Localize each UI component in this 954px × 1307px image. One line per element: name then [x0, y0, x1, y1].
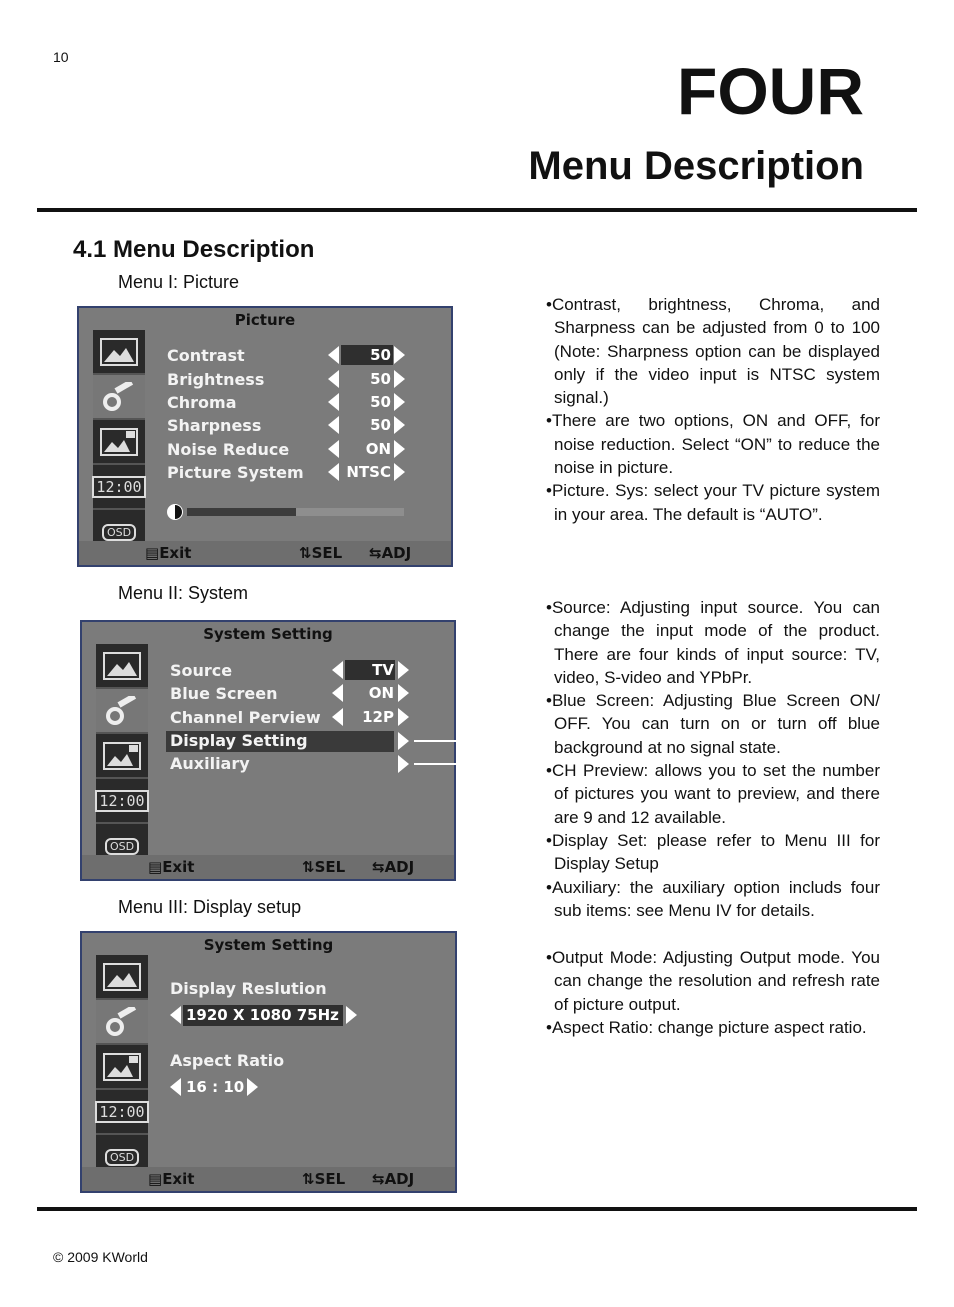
menu-item-contrast[interactable]: Contrast [167, 346, 245, 365]
osd-sidebar [93, 330, 145, 542]
picture-menu-osd [77, 306, 453, 567]
description-bullet: •Auxiliary: the auxiliary option includs four sub items: see Menu IV for details. [546, 877, 880, 920]
osd-icon[interactable]: OSD [96, 1135, 148, 1180]
wrench-icon[interactable] [96, 689, 148, 734]
decrease-arrow[interactable] [332, 684, 343, 702]
chapter-heading: FOUR [677, 54, 864, 128]
clock-icon[interactable]: 12:00 [96, 779, 148, 824]
decrease-arrow[interactable] [332, 708, 343, 726]
decrease-arrow[interactable] [328, 463, 339, 481]
description-bullet: •Source: Adjusting input source. You can change the input mode of the product. There are four kinds of input source: TV, video, S-video and YPbPr. [546, 598, 880, 687]
osd-title: System Setting [203, 625, 333, 643]
select-hint: ⇅SEL [299, 544, 343, 562]
osd-footer [82, 855, 454, 879]
description-bullet: •Picture. Sys: select your TV picture system in your area. The default is “AUTO”. [546, 481, 880, 524]
picture-icon[interactable] [93, 330, 145, 375]
increase-arrow[interactable] [394, 416, 405, 434]
pip-icon[interactable] [93, 420, 145, 465]
decrease-arrow[interactable] [170, 1078, 181, 1096]
menu-item-channel-perview[interactable]: Channel Perview [170, 708, 321, 727]
adjust-hint: ⇆ADJ [372, 858, 415, 876]
slider-fill [187, 508, 296, 516]
source-value: TV [372, 661, 394, 679]
display-description [546, 946, 880, 1039]
aspect-ratio-value[interactable]: 16 : 10 [186, 1078, 245, 1096]
menu-item-noise-reduce[interactable]: Noise Reduce [167, 440, 290, 459]
menu-item-chroma[interactable]: Chroma [167, 393, 237, 412]
description-bullet: •There are two options, ON and OFF, for noise reduction. Select “ON” to reduce the noise in picture. [546, 411, 880, 478]
description-bullet: •Output Mode: Adjusting Output mode. You can change the resolution and refresh rate of picture output. [546, 948, 880, 1014]
contrast-value: 50 [370, 346, 391, 364]
osd-footer [79, 541, 451, 565]
select-hint: ⇅SEL [302, 1170, 346, 1188]
sharpness-value: 50 [370, 416, 391, 434]
menu-item-picture-system[interactable]: Picture System [167, 463, 304, 482]
menu1-label: Menu I: Picture [118, 272, 240, 292]
menu-item-blue-screen[interactable]: Blue Screen [170, 684, 278, 703]
system-description [546, 596, 880, 922]
osd-sidebar [96, 955, 148, 1167]
callout-line [414, 763, 456, 765]
osd-title: System Setting [203, 936, 334, 954]
clock-icon[interactable]: 12:00 [96, 1090, 148, 1135]
aspect-ratio-label: Aspect Ratio [170, 1051, 285, 1070]
page-number: 10 [53, 49, 69, 65]
menu-item-display-setting[interactable]: Display Setting [170, 731, 308, 750]
decrease-arrow[interactable] [328, 346, 339, 364]
picture-description [546, 293, 880, 526]
description-bullet: •Contrast, brightness, Chroma, and Sharpness can be adjusted from 0 to 100 (Note: Sharpness option can be displayed only if the video input is NTSC system signal.) [546, 295, 880, 408]
increase-arrow[interactable] [394, 440, 405, 458]
blue-screen-value: ON [368, 684, 394, 702]
increase-arrow[interactable] [394, 370, 405, 388]
chapter-title: Menu Description [528, 144, 864, 188]
picture-system-value: NTSC [346, 463, 391, 481]
select-hint: ⇅SEL [302, 858, 346, 876]
callout-line [414, 740, 456, 742]
osd-sidebar [96, 644, 148, 856]
increase-arrow[interactable] [398, 684, 409, 702]
description-bullet: •CH Preview: allows you to set the number of pictures you want to preview, and there are 9 and 12 available. [546, 761, 880, 827]
copyright: © 2009 KWorld [53, 1249, 148, 1265]
display-setup-osd [80, 931, 457, 1193]
menu3-label: Menu III: Display setup [118, 897, 302, 917]
decrease-arrow[interactable] [170, 1006, 181, 1024]
picture-icon[interactable] [96, 644, 148, 689]
pip-icon[interactable] [96, 1045, 148, 1090]
picture-icon[interactable] [96, 955, 148, 1000]
increase-arrow[interactable] [394, 393, 405, 411]
exit-hint[interactable]: ▤Exit [148, 858, 195, 876]
menu-item-source[interactable]: Source [170, 661, 233, 680]
system-menu-osd [80, 620, 456, 881]
contrast-icon [167, 504, 183, 520]
increase-arrow[interactable] [394, 463, 405, 481]
osd-icon[interactable]: OSD [93, 510, 145, 555]
noise-reduce-value: ON [365, 440, 391, 458]
header-rule [37, 208, 917, 212]
exit-hint[interactable]: ▤Exit [148, 1170, 195, 1188]
submenu-arrow[interactable] [398, 732, 409, 750]
chroma-value: 50 [370, 393, 391, 411]
increase-arrow[interactable] [394, 346, 405, 364]
increase-arrow[interactable] [398, 708, 409, 726]
decrease-arrow[interactable] [332, 661, 343, 679]
display-resolution-label: Display Reslution [170, 979, 327, 998]
decrease-arrow[interactable] [328, 393, 339, 411]
decrease-arrow[interactable] [328, 440, 339, 458]
decrease-arrow[interactable] [328, 370, 339, 388]
brightness-value: 50 [370, 370, 391, 388]
decrease-arrow[interactable] [328, 416, 339, 434]
resolution-value[interactable]: 1920 X 1080 75Hz [186, 1006, 339, 1024]
osd-footer [82, 1167, 455, 1191]
osd-title: Picture [234, 311, 296, 329]
level-slider[interactable] [187, 508, 404, 516]
description-bullet: •Display Set: please refer to Menu III for Display Setup [546, 830, 880, 874]
increase-arrow[interactable] [398, 661, 409, 679]
submenu-arrow[interactable] [398, 755, 409, 773]
increase-arrow[interactable] [346, 1006, 357, 1024]
clock-icon[interactable]: 12:00 [93, 465, 145, 510]
osd-icon[interactable]: OSD [96, 824, 148, 869]
menu-item-auxiliary[interactable]: Auxiliary [170, 754, 250, 773]
increase-arrow[interactable] [247, 1078, 258, 1096]
channel-perview-value: 12P [362, 708, 394, 726]
adjust-hint: ⇆ADJ [369, 544, 412, 562]
menu-item-brightness[interactable]: Brightness [167, 370, 265, 389]
wrench-icon[interactable] [96, 1000, 148, 1045]
adjust-hint: ⇆ADJ [372, 1170, 415, 1188]
menu2-label: Menu II: System [118, 583, 249, 603]
exit-hint[interactable]: ▤Exit [145, 544, 192, 562]
footer-rule [37, 1207, 917, 1211]
menu-item-sharpness[interactable]: Sharpness [167, 416, 262, 435]
description-bullet: •Blue Screen: Adjusting Blue Screen ON/ OFF. You can turn on or turn off blue background at no signal state. [546, 691, 880, 757]
wrench-icon[interactable] [93, 375, 145, 420]
section-title: 4.1 Menu Description [73, 236, 315, 263]
pip-icon[interactable] [96, 734, 148, 779]
description-bullet: •Aspect Ratio: change picture aspect ratio. [546, 1017, 867, 1037]
